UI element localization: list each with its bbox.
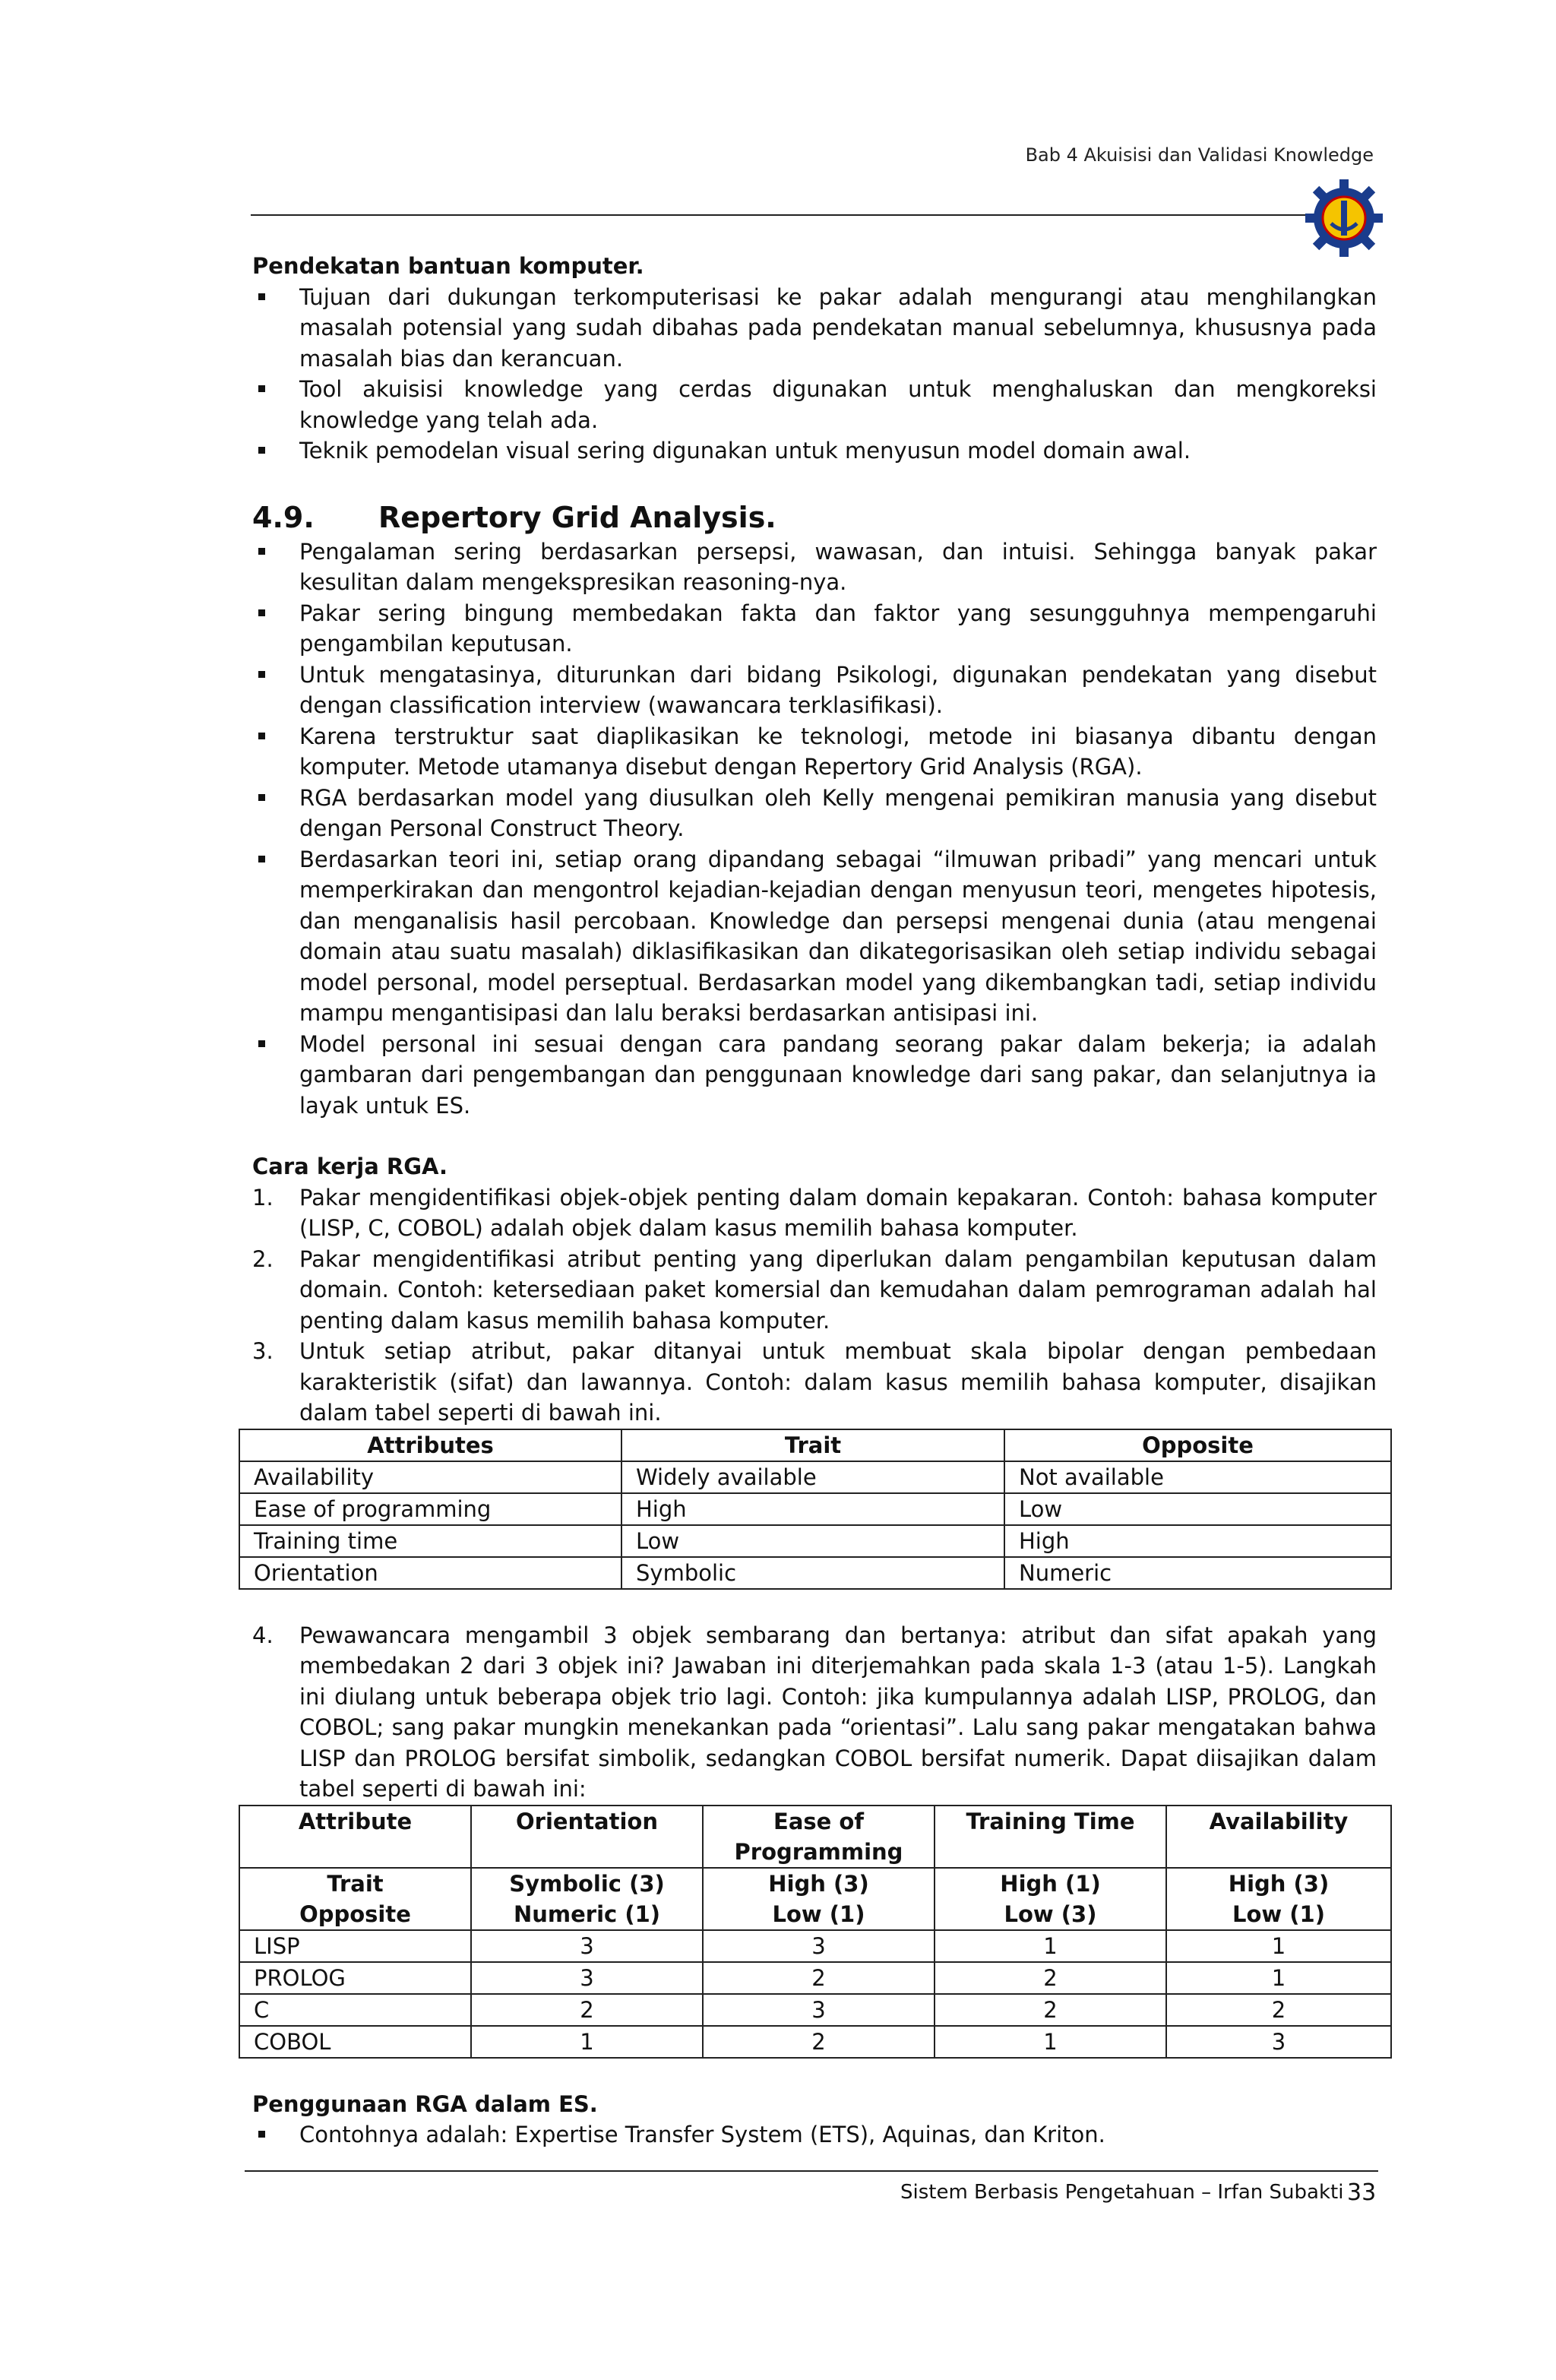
step-number: 2. [252, 1245, 274, 1272]
table-cell: 2 [935, 1962, 1166, 1994]
table-cell: High [1004, 1525, 1391, 1557]
footer-rule [245, 2170, 1378, 2172]
table-cell: 3 [471, 1962, 703, 1994]
section-number: 4.9. [252, 500, 315, 534]
trait-opposite-row [239, 1868, 1391, 1930]
table-cell [471, 1868, 703, 1930]
step-number: 1. [252, 1184, 274, 1211]
table-cell: High [621, 1493, 1004, 1525]
trait-value: High (3) [1228, 1870, 1330, 1897]
table-header: Ease of Programming [703, 1806, 935, 1868]
section-bullet-list [252, 536, 1377, 1122]
table-cell: Ease of programming [239, 1493, 621, 1525]
footer-text: Sistem Berbasis Pengetahuan – Irfan Subakti [900, 2181, 1344, 2204]
table-cell: 3 [471, 1930, 703, 1962]
list-item: Berdasarkan teori ini, setiap orang dipandang sebagai “ilmuwan pribadi” yang mencari untuk memperkirakan dan mengontrol kejadian-kejadian dengan menyusun teori, mengetes hipotesis, dan menganalisis hasil percobaan. Knowledge dan persepsi mengenai dunia (atau mengenai domain atau suatu masalah) diklasifikasikan dan dikategorisasikan oleh setiap individu sebagai model personal, model perseptual. Berdasarkan model yang dikembangkan tadi, setiap individu mampu mengantisipasi dan lalu beraksi berdasarkan antisipasi ini. [252, 844, 1377, 1029]
table-cell: 2 [1166, 1994, 1391, 2026]
university-logo-icon [1302, 176, 1386, 260]
step-number: 3. [252, 1338, 274, 1364]
table-cell: Numeric [1004, 1557, 1391, 1589]
opposite-value: Low (3) [1004, 1901, 1097, 1927]
table-cell: 2 [703, 2026, 935, 2058]
table-cell: 1 [935, 2026, 1166, 2058]
opposite-value: Numeric (1) [513, 1901, 661, 1927]
table-row [239, 1962, 1391, 1994]
list-item [252, 1336, 1377, 1429]
header-rule [251, 214, 1314, 216]
table-cell: 2 [703, 1962, 935, 1994]
table-cell: PROLOG [239, 1962, 471, 1994]
table-cell [703, 1868, 935, 1930]
table-cell: 1 [1166, 1930, 1391, 1962]
table-header: Attributes [239, 1429, 621, 1461]
table-cell: Low [621, 1525, 1004, 1557]
table-header: Availability [1166, 1806, 1391, 1868]
list-item: RGA berdasarkan model yang diusulkan oleh Kelly mengenai pemikiran manusia yang disebut dengan Personal Construct Theory. [252, 783, 1377, 844]
section-title-text: Repertory Grid Analysis. [378, 500, 776, 534]
list-item: Model personal ini sesuai dengan cara pandang seorang pakar dalam bekerja; ia adalah gambaran dari pengembangan dan penggunaan knowledge dari sang pakar, dan selanjutnya ia layak untuk ES. [252, 1029, 1377, 1122]
table-cell: 2 [471, 1994, 703, 2026]
step-number: 4. [252, 1622, 274, 1648]
table-header-row [239, 1429, 1391, 1461]
table-header-row [239, 1806, 1391, 1868]
opposite-value: Low (1) [1232, 1901, 1325, 1927]
table-cell: Not available [1004, 1461, 1391, 1493]
table-row [239, 2026, 1391, 2058]
list-item [252, 1620, 1377, 1805]
list-item [252, 1182, 1377, 1244]
table-cell: C [239, 1994, 471, 2026]
table-cell: 3 [703, 1930, 935, 1962]
list-item: Karena terstruktur saat diaplikasikan ke teknologi, metode ini biasanya dibantu dengan komputer. Metode utamanya disebut dengan Repertory Grid Analysis (RGA). [252, 721, 1377, 783]
table-cell: 1 [1166, 1962, 1391, 1994]
opposite-value: Low (1) [772, 1901, 865, 1927]
header-title: Bab 4 Akuisisi dan Validasi Knowledge [1025, 144, 1374, 166]
list-item: Untuk mengatasinya, diturunkan dari bidang Psikologi, digunakan pendekatan yang disebut dengan classification interview (wawancara terklasifikasi). [252, 660, 1377, 721]
opposite-label: Opposite [299, 1901, 411, 1927]
table-cell: 3 [703, 1994, 935, 2026]
step-text: Untuk setiap atribut, pakar ditanyai untuk membuat skala bipolar dengan pembedaan karakteristik (sifat) dan lawannya. Contoh: dalam kasus memilih bahasa komputer, disajikan dalam tabel seperti di bawah ini. [299, 1338, 1377, 1426]
table-row [239, 1461, 1391, 1493]
table-cell: COBOL [239, 2026, 471, 2058]
trait-value: Symbolic (3) [509, 1870, 665, 1897]
penggunaan-bullet-list [252, 2119, 1377, 2151]
step-text: Pewawancara mengambil 3 objek sembarang dan bertanya: atribut dan sifat apakah yang membedakan 2 dari 3 objek ini? Jawaban ini diterjemahkan pada skala 1-3 (atau 1-5). Langkah ini diulang untuk beberapa objek trio lagi. Contoh: jika kumpulannya adalah LISP, PROLOG, dan COBOL; sang pakar mungkin menekankan pada “orientasi”. Lalu sang pakar mengatakan bahwa LISP dan PROLOG bersifat simbolik, sedangkan COBOL bersifat numerik. Dapat diisajikan dalam tabel seperti di bawah ini: [299, 1622, 1377, 1802]
table-cell [239, 1868, 471, 1930]
list-item [252, 1244, 1377, 1337]
list-item: Pengalaman sering berdasarkan persepsi, wawasan, dan intuisi. Sehingga banyak pakar kesulitan dalam mengekspresikan reasoning-nya. [252, 536, 1377, 598]
table-row [239, 1557, 1391, 1589]
table-header: Opposite [1004, 1429, 1391, 1461]
table-cell: Widely available [621, 1461, 1004, 1493]
list-item: Teknik pemodelan visual sering digunakan untuk menyusun model domain awal. [252, 435, 1377, 467]
intro-bullet-list [252, 282, 1377, 467]
trait-value: High (1) [1000, 1870, 1101, 1897]
table-cell: LISP [239, 1930, 471, 1962]
cara-heading: Cara kerja RGA. [252, 1154, 448, 1179]
table-cell: 3 [1166, 2026, 1391, 2058]
table-cell: 2 [935, 1994, 1166, 2026]
cara-step-4 [252, 1620, 1377, 1805]
table-row [239, 1493, 1391, 1525]
penggunaan-heading: Penggunaan RGA dalam ES. [252, 2090, 598, 2117]
trait-value: High (3) [768, 1870, 869, 1897]
list-item: Contohnya adalah: Expertise Transfer System (ETS), Aquinas, dan Kriton. [252, 2119, 1377, 2151]
table-cell [935, 1868, 1166, 1930]
attributes-table [239, 1429, 1392, 1590]
step-text: Pakar mengidentifikasi objek-objek penting dalam domain kepakaran. Contoh: bahasa komputer (LISP, C, COBOL) adalah objek dalam kasus memilih bahasa komputer. [299, 1184, 1377, 1241]
table-cell: Availability [239, 1461, 621, 1493]
table-cell: Orientation [239, 1557, 621, 1589]
page-content [252, 251, 1377, 2151]
intro-heading: Pendekatan bantuan komputer. [252, 253, 644, 279]
table-cell: 1 [471, 2026, 703, 2058]
cara-steps [252, 1182, 1377, 1429]
table-cell: Symbolic [621, 1557, 1004, 1589]
page-number: 33 [1347, 2179, 1377, 2206]
list-item: Tool akuisisi knowledge yang cerdas digunakan untuk menghaluskan dan mengkoreksi knowledge yang telah ada. [252, 374, 1377, 435]
table-row [239, 1930, 1391, 1962]
list-item: Pakar sering bingung membedakan fakta dan faktor yang sesungguhnya mempengaruhi pengambilan keputusan. [252, 598, 1377, 660]
table-header: Attribute [239, 1806, 471, 1868]
trait-label: Trait [327, 1870, 384, 1897]
table-cell: Training time [239, 1525, 621, 1557]
table-cell: Low [1004, 1493, 1391, 1525]
step-text: Pakar mengidentifikasi atribut penting yang diperlukan dalam pengambilan keputusan dalam domain. Contoh: ketersediaan paket komersial dan kemudahan dalam pemrograman adalah hal penting dalam kasus memilih bahasa komputer. [299, 1245, 1377, 1334]
section-title [252, 500, 1377, 535]
table-header: Orientation [471, 1806, 703, 1868]
table-row [239, 1994, 1391, 2026]
table-header: Trait [621, 1429, 1004, 1461]
table-cell [1166, 1868, 1391, 1930]
table-row [239, 1525, 1391, 1557]
table-cell: 1 [935, 1930, 1166, 1962]
rating-table [239, 1805, 1392, 2059]
list-item: Tujuan dari dukungan terkomputerisasi ke pakar adalah mengurangi atau menghilangkan masalah potensial yang sudah dibahas pada pendekatan manual sebelumnya, khususnya pada masalah bias dan kerancuan. [252, 282, 1377, 375]
table-header: Training Time [935, 1806, 1166, 1868]
